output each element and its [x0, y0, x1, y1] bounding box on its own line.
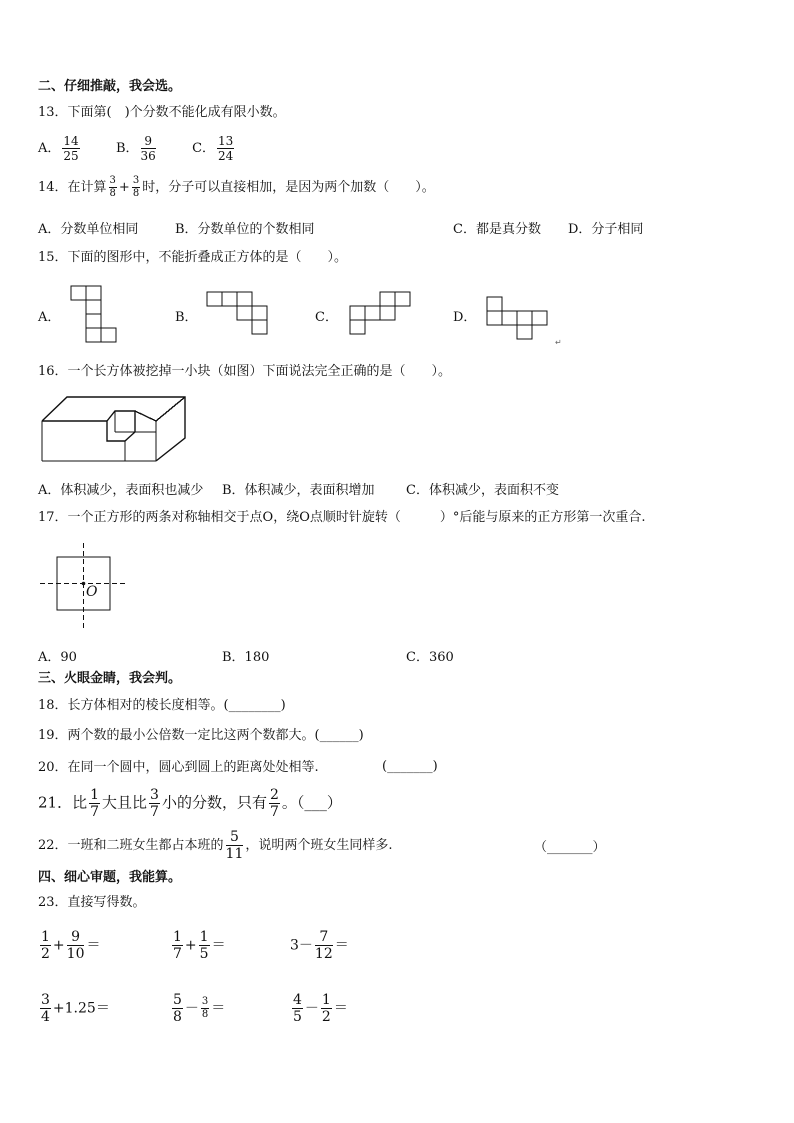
q21-text: 21．比 $\frac{1}{7}$ 大且比 $\frac{3}{7}$ 小的分数，只有 $\frac{2}{7}$ 。（___） — [38, 787, 342, 820]
q17-stem: 17．一个正方形的两条对称轴相交于点O，绕O点顺时针旋转（ ）°后能与原来的正方形第一次重合. — [38, 510, 646, 525]
return-mark-icon: ↵ — [555, 338, 562, 347]
fraction: $\frac{9}{36}$ — [140, 134, 156, 163]
q16-cuboid-figure — [42, 397, 185, 461]
q23-expression-2[interactable]: $\frac{1}{7}$ + $\frac{1}{5}$ ＝ — [173, 929, 226, 962]
q15-option-b[interactable]: B． — [175, 310, 198, 325]
q15-option-c[interactable]: C． — [315, 310, 338, 325]
q17-option-c[interactable]: C．360 — [406, 650, 454, 665]
fraction: $\frac{14}{25}$ — [63, 134, 79, 163]
q18-text: 18．长方体相对的棱长度相等。(________) — [38, 698, 286, 713]
q14-option-a[interactable]: A．分数单位相同 — [38, 222, 139, 237]
center-point — [82, 582, 86, 586]
q23-expression-4[interactable]: $\frac{3}{4}$ +1.25＝ — [41, 992, 110, 1025]
fraction: $\frac{3}{8}$ — [132, 175, 140, 199]
fraction: $\frac{5}{11}$ — [225, 829, 244, 862]
q14-option-b[interactable]: B．分数单位的个数相同 — [175, 222, 315, 237]
fraction: $\frac{3}{7}$ — [150, 787, 159, 820]
cube-net-c — [350, 292, 410, 334]
q17-square-figure — [40, 543, 127, 628]
q23-expression-6[interactable]: $\frac{4}{5}$ － $\frac{1}{2}$ ＝ — [293, 992, 348, 1025]
q13-option-b[interactable]: B． $\frac{9}{36}$ — [115, 134, 156, 163]
q23-stem: 23．直接写得数。 — [38, 895, 146, 910]
q17-option-a[interactable]: A．90 — [38, 650, 77, 665]
q23-expression-5[interactable]: $\frac{5}{8}$ － $\frac{3}{8}$ ＝ — [173, 992, 226, 1025]
q13-option-a[interactable]: A． $\frac{14}{25}$ — [38, 134, 79, 163]
section-heading-calculate: 四、细心审题，我能算。 — [38, 870, 182, 885]
q16-option-b[interactable]: B．体积减少，表面积增加 — [222, 483, 375, 498]
q22-answer-blank[interactable]: （_______） — [534, 840, 606, 855]
q13-stem: 13．下面第( )个分数不能化成有限小数。 — [38, 105, 286, 120]
fraction: $\frac{1}{7}$ — [90, 787, 100, 820]
q16-option-a[interactable]: A．体积减少，表面积也减少 — [38, 483, 204, 498]
fraction: $\frac{13}{24}$ — [218, 134, 234, 163]
q15-option-a[interactable]: A． — [38, 310, 61, 325]
q15-stem: 15．下面的图形中，不能折叠成正方体的是（ ）。 — [38, 250, 348, 265]
section-heading-judge: 三、火眼金睛，我会判。 — [38, 671, 182, 686]
q19-text: 19．两个数的最小公倍数一定比这两个数都大。(______) — [38, 728, 364, 743]
q20-answer-blank[interactable]: (_______) — [382, 759, 438, 774]
cube-net-a — [71, 286, 116, 342]
q23-expression-3[interactable]: 3－ $\frac{7}{12}$ ＝ — [290, 929, 349, 962]
fraction: $\frac{2}{7}$ — [269, 787, 279, 820]
q15-option-d[interactable]: D． — [453, 310, 477, 325]
q14-stem: 14．在计算 $\frac{3}{8}$ + $\frac{3}{8}$ 时，分子可以直接相加，是因为两个加数（ ）。 — [38, 175, 435, 199]
q16-option-c[interactable]: C．体积减少，表面积不变 — [406, 483, 559, 498]
q17-point-label: O — [86, 584, 98, 600]
q14-option-c[interactable]: C．都是真分数 — [453, 222, 541, 237]
q16-stem: 16．一个长方体被挖掉一小块（如图）下面说法完全正确的是（ ）。 — [38, 364, 452, 379]
q13-option-c[interactable]: C． $\frac{13}{24}$ — [192, 134, 234, 163]
q17-option-b[interactable]: B．180 — [222, 650, 270, 665]
q22-text: 22．一班和二班女生都占本班的 $\frac{5}{11}$ ，说明两个班女生同样多. — [38, 829, 393, 862]
q14-option-d[interactable]: D．分子相同 — [568, 222, 644, 237]
cube-net-b — [207, 292, 267, 334]
q20-text: 20．在同一个圆中，圆心到圆上的距离处处相等. — [38, 760, 319, 775]
fraction: $\frac{3}{8}$ — [109, 175, 116, 199]
section-heading-choose: 二、仔细推敲，我会选。 — [38, 79, 182, 94]
cube-net-d — [487, 297, 547, 339]
q23-expression-1[interactable]: $\frac{1}{2}$ + $\frac{9}{10}$ ＝ — [41, 929, 101, 962]
